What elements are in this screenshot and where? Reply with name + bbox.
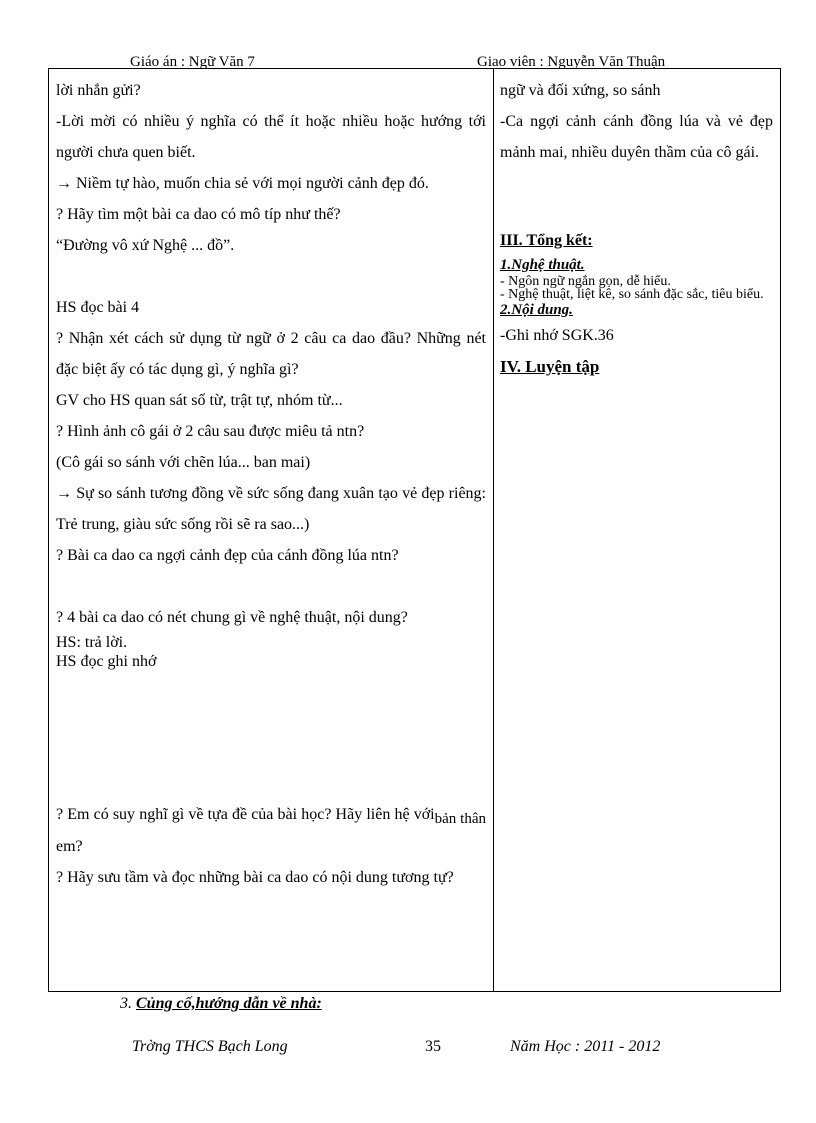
text-line: ? 4 bài ca dao có nét chung gì về nghệ thuật, nội dung?: [56, 609, 408, 626]
text-line: ? Hình ảnh cô gái ở 2 câu sau được miêu tả ntn?: [56, 423, 365, 440]
text-line: → Sự so sánh tương đồng về sức sống đang xuân tạo vẻ đẹp riêng: Trẻ trung, giàu sức sống rồi sẽ ra sao...): [56, 485, 486, 533]
text-line: lời nhắn gửi?: [56, 82, 141, 99]
text-line: -Lời mời có nhiều ý nghĩa có thể ít hoặc nhiều hoặc hướng tới người chưa quen biết.: [56, 113, 486, 161]
subheading-art: 1.Nghệ thuật.: [500, 257, 585, 273]
footer-year: Năm Học : 2011 - 2012: [510, 1038, 661, 1055]
subheading-content: 2.Nội dung.: [500, 302, 573, 318]
subscript-text: bản thân: [434, 811, 486, 827]
text-line: “Đường vô xứ Nghệ ... đồ”.: [56, 237, 235, 254]
content-column: [500, 75, 773, 382]
text-line: (Cô gái so sánh với chẽn lúa... ban mai): [56, 454, 311, 471]
text-line: - Nghệ thuật, liệt kê, so sánh đặc sắc, tiêu biểu.: [500, 287, 764, 302]
header-subject: Giáo án : Ngữ Văn 7: [130, 54, 255, 68]
text-line: ? Hãy tìm một bài ca dao có mô típ như thế?: [56, 206, 341, 223]
text-line: ? Em có suy nghĩ gì về tựa đề của bài học? Hãy liên hệ vớibản thân em?: [56, 806, 486, 855]
text-line: HS đọc ghi nhớ: [56, 653, 157, 670]
text-line: ngữ và đối xứng, so sánh: [500, 82, 661, 99]
text-line: ? Bài ca dao ca ngợi cảnh đẹp của cánh đồng lúa ntn?: [56, 547, 399, 564]
text-line: ? Nhận xét cách sử dụng từ ngữ ở 2 câu ca dao đầu? Những nét đặc biệt ấy có tác dụng gì, ý nghĩa gì?: [56, 330, 486, 378]
lesson-table: [48, 68, 781, 992]
footer-school: Trờng THCS Bạch Long: [132, 1038, 288, 1055]
section-heading-summary: III. Tổng kết:: [500, 232, 593, 249]
section-heading-practice: IV. Luyện tập: [500, 357, 600, 376]
header-teacher: Giao viên : Nguyễn Văn Thuận: [477, 54, 666, 68]
column-divider: [493, 69, 494, 991]
page-header: [130, 52, 750, 68]
text-line: -Ghi nhớ SGK.36: [500, 327, 614, 344]
text-line: - Ngôn ngữ ngắn gọn, dễ hiểu.: [500, 274, 671, 289]
text-line: HS: trả lời.: [56, 634, 128, 651]
text-line: GV cho HS quan sát số từ, trật tự, nhóm từ...: [56, 392, 343, 409]
text-line: HS đọc bài 4: [56, 299, 140, 316]
text-line: → Niềm tự hào, muốn chia sẻ với mọi người cảnh đẹp đó.: [56, 175, 429, 192]
page-number: 35: [425, 1038, 441, 1055]
text-line: -Ca ngợi cảnh cánh đồng lúa và vẻ đẹp mảnh mai, nhiều duyên thầm của cô gái.: [500, 113, 773, 161]
section-title: 3. Củng cố,hướng dẫn về nhà:: [120, 995, 322, 1012]
activities-column: [56, 75, 486, 893]
text-line: ? Hãy sưu tầm và đọc những bài ca dao có nội dung tương tự?: [56, 869, 454, 886]
